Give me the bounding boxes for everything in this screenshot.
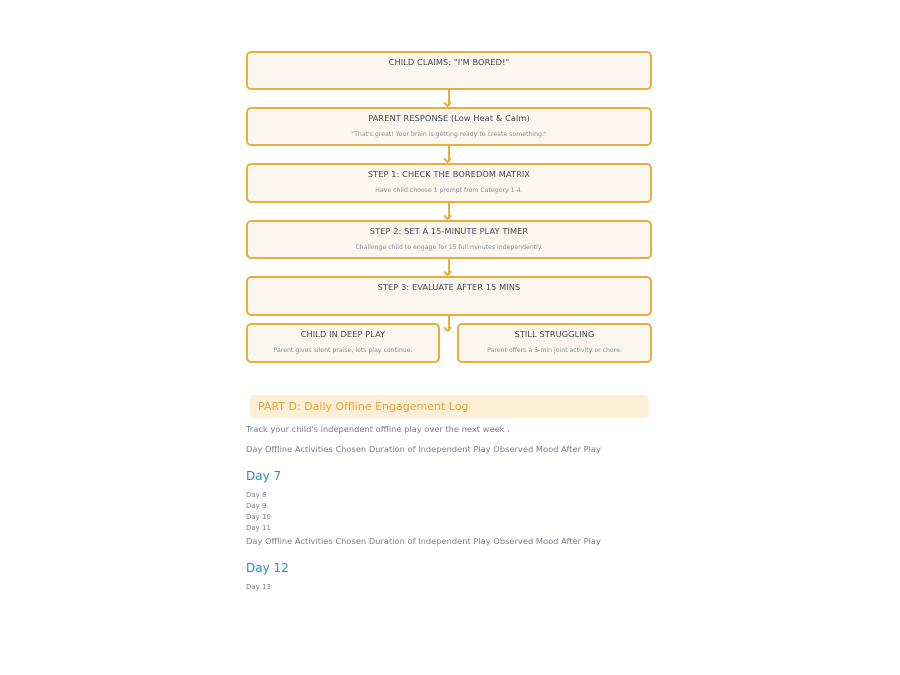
flow-box-step-2 [246,220,652,259]
day-label: Day 11 [246,524,271,532]
flow-box-title: STEP 1: CHECK THE BOREDOM MATRIX [367,169,531,179]
flow-box-title: CHILD CLAIMS: "I'M BORED!" [388,57,510,67]
down-arrow-icon [444,146,454,163]
flow-box-subtitle: Parent gives silent praise, lets play continue. [273,347,413,354]
flow-box-title: STEP 2: SET A 15-MINUTE PLAY TIMER [369,226,529,236]
flow-box-step-3 [246,276,652,316]
log-column-headers: Day Offline Activities Chosen Duration of Independent Play Observed Mood After Play [246,536,601,546]
flow-box-parent-response [246,107,652,146]
flow-box-step-1 [246,163,652,203]
day-label: Day 10 [246,513,271,521]
flow-box-bored-claim [246,51,652,90]
section-title: PART D: Daily Offline Engagement Log [258,400,469,413]
day-label: Day 8 [246,491,267,499]
log-column-headers: Day Offline Activities Chosen Duration of Independent Play Observed Mood After Play [246,444,601,454]
day-heading: Day 7 [246,469,282,483]
intro-text: Track your child's independent offline play over the next week . [246,424,510,434]
day-label: Day 13 [246,583,271,591]
down-arrow-icon [444,316,454,332]
flow-box-deep-play [246,323,440,363]
down-arrow-icon [444,259,454,276]
day-label: Day 9 [246,502,267,510]
flow-box-title: STILL STRUGGLING [514,329,595,339]
flow-box-title: STEP 3: EVALUATE AFTER 15 MINS [377,282,521,292]
flow-box-still-struggling [457,323,652,363]
flow-box-title: CHILD IN DEEP PLAY [300,329,386,339]
flow-box-subtitle: Have child choose 1 prompt from Category 1-4. [375,187,523,194]
flow-box-subtitle: Parent offers a 5-min joint activity or chore. [487,347,622,354]
flow-box-subtitle: "That's great! Your brain is getting ready to create something." [351,131,547,138]
section-header-part-d [250,395,649,418]
flow-box-subtitle: Challenge child to engage for 15 full minutes independently. [355,244,543,251]
day-heading: Day 12 [246,561,289,575]
down-arrow-icon [444,90,454,107]
flow-box-title: PARENT RESPONSE (Low Heat & Calm) [368,113,530,123]
down-arrow-icon [444,203,454,220]
